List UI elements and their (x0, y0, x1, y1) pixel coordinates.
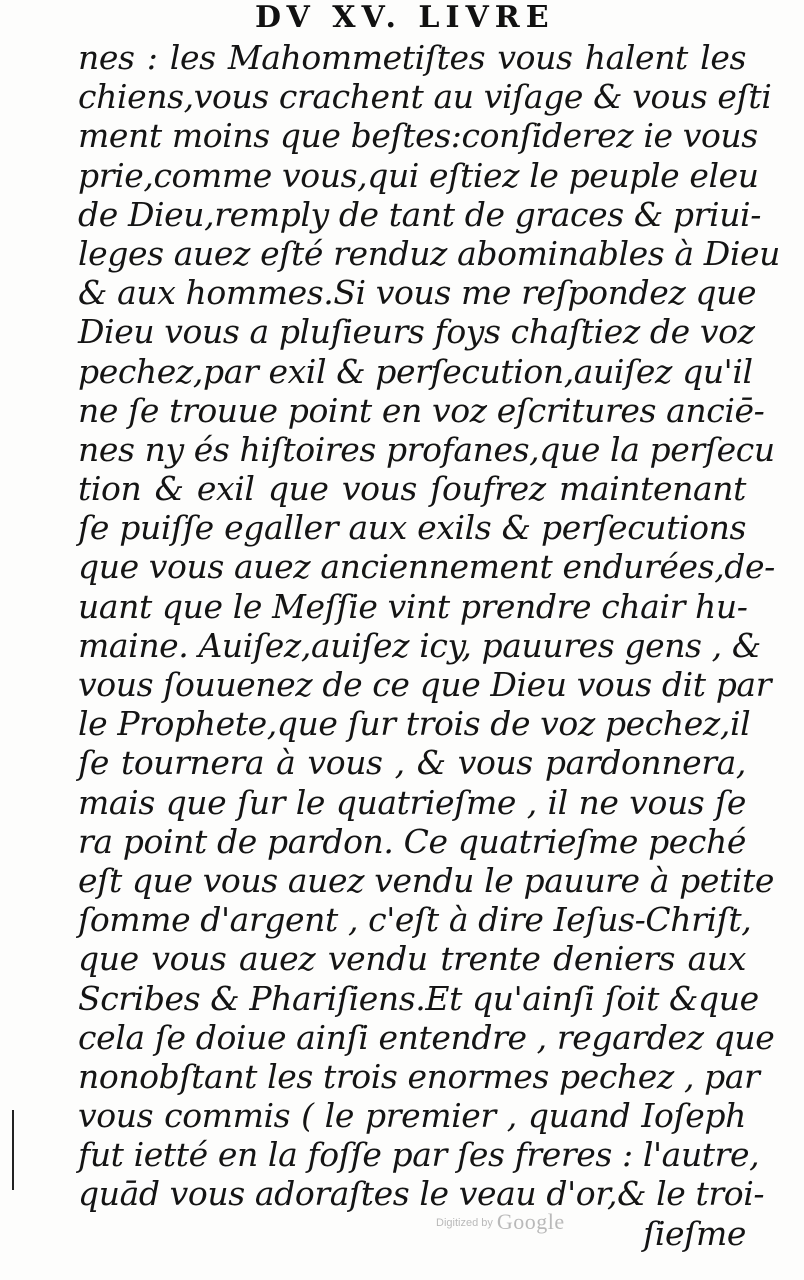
text-line: Scribes & Phariſiens.Et qu'ainſi ſoit &que (78, 978, 759, 1018)
text-line: ne ſe trouue point en voz eſcritures anciē- (78, 390, 765, 430)
text-line: pechez,par exil & perſecution,auiſez qu'il (78, 351, 753, 391)
watermark-google: Google (496, 1209, 565, 1234)
text-line: nes ny és hiſtoires profanes,que la perſecu (78, 429, 775, 469)
text-line: vous ſouuenez de ce que Dieu vous dit par (78, 665, 772, 704)
text-line: de Dieu,remply de tant de graces & priui- (78, 194, 761, 234)
text-line: que vous auez vendu trente deniers aux (78, 939, 746, 979)
body-text (78, 38, 780, 1253)
text-line: ſomme d'argent , c'eſt à dire Ieſus-Chriſt, (78, 900, 752, 940)
text-line: que vous auez anciennement endurées,de- (78, 547, 775, 587)
text-line: ſe tournera à vous , & vous pardonnera, (78, 743, 746, 783)
text-line: cela ſe doiue ainſi entendre , regardez que (78, 1017, 775, 1057)
text-line: tion & exil que vous ſoufrez maintenant (78, 469, 746, 509)
text-line: vous commis ( le premier , quand Ioſeph (78, 1096, 746, 1136)
text-line: uant que le Meſſie vint prendre chair hu- (78, 586, 748, 626)
digitized-watermark (436, 1209, 616, 1235)
text-line: Dieu vous a pluſieurs foys chaſtiez de voz (78, 312, 755, 352)
text-line: le Prophete,que ſur trois de voz pechez,il (78, 704, 751, 744)
text-line: leges auez eſté renduz abominables à Dieu (78, 233, 780, 273)
text-line: ſe puiſſe egaller aux exils & perſecutions (78, 508, 746, 548)
text-line: eſt que vous auez vendu le pauure à petite (78, 860, 775, 900)
text-line: mais que ſur le quatrieſme , il ne vous ſe (78, 782, 746, 822)
text-line: quād vous adoraſtes le veau d'or,& le troi- (78, 1174, 765, 1214)
text-line: fut ietté en la foſſe par ſes freres : l'autre, (78, 1135, 760, 1175)
margin-rule (12, 1110, 14, 1190)
watermark-small: Digitized by (436, 1217, 493, 1229)
text-line: ſieſme (643, 1213, 746, 1253)
text-line: prie,comme vous,qui eſtiez le peuple eleu (78, 155, 759, 195)
running-head: DV XV. LIVRE (255, 0, 555, 35)
text-line: chiens,vous crachent au viſage & vous eſti (78, 77, 772, 117)
text-line: & aux hommes.Si vous me reſpondez que (78, 273, 757, 313)
text-line: nonobſtant les trois enormes pechez , par (78, 1056, 760, 1096)
text-line: ment moins que beſtes:conſiderez ie vous (78, 116, 758, 156)
text-line: ra point de pardon. Ce quatrieſme peché (78, 821, 746, 861)
text-line: maine. Auiſez,auiſez icy, pauures gens , & (78, 625, 761, 665)
text-line: nes : les Mahommetiſtes vous halent les (78, 38, 746, 77)
